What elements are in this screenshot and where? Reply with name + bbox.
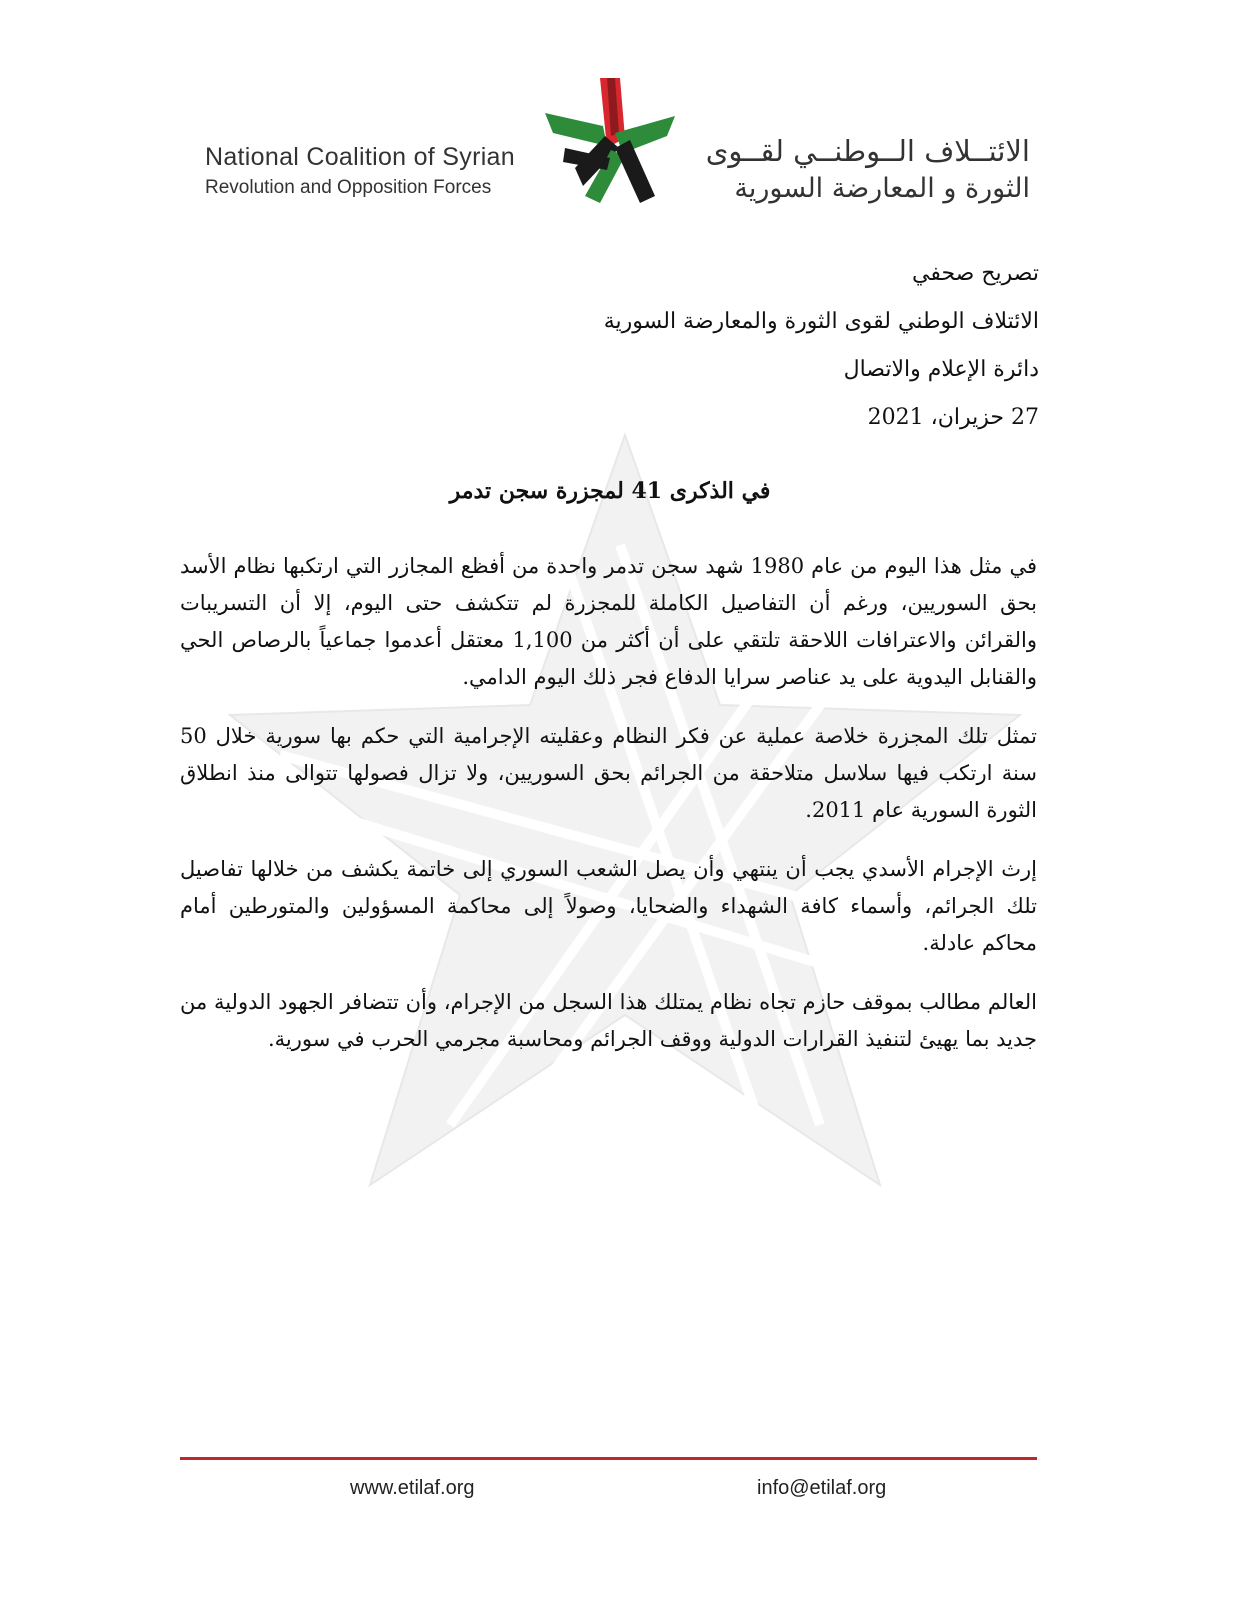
- release-body: [180, 548, 1037, 1080]
- footer-divider: [180, 1457, 1037, 1460]
- release-meta: [439, 255, 1039, 447]
- release-date: 27 حزيران، 2021: [867, 405, 1039, 430]
- release-title: في الذكرى 41 لمجزرة سجن تدمر: [449, 478, 771, 504]
- header-arabic: [690, 132, 1030, 208]
- footer-email-link[interactable]: info@etilaf.org: [757, 1477, 887, 1499]
- paragraph: إرث الإجرام الأسدي يجب أن ينتهي وأن يصل الشعب السوري إلى خاتمة يكشف من خلالها تفاصيل تلك الجرائم، وأسماء كافة الشهداء والضحايا، وصولاً إلى محاكمة المسؤولين والمتورطين أمام محاكم عادلة.: [180, 857, 1037, 955]
- header-ar-line1: الائتــلاف الــوطنــي لقــوى: [705, 134, 1030, 168]
- release-type: تصريح صحفي: [911, 261, 1039, 286]
- header-english: [205, 140, 535, 202]
- header-ar-line2: الثورة و المعارضة السورية: [734, 173, 1030, 204]
- coalition-star-logo-icon: [545, 78, 675, 203]
- header-en-line1: National Coalition of Syrian: [205, 143, 515, 171]
- release-department: دائرة الإعلام والاتصال: [843, 357, 1039, 382]
- header-en-line2: Revolution and Opposition Forces: [205, 177, 492, 198]
- paragraph: تمثل تلك المجزرة خلاصة عملية عن فكر النظام وعقليته الإجرامية التي حكم بها سورية خلال 50 سنة ارتكب فيها سلاسل متلاحقة من الجرائم بحق السوريين، ولا تزال فصولها تتوالى منذ انطلاق الثورة السورية عام 2011.: [180, 724, 1037, 822]
- release-org: الائتلاف الوطني لقوى الثورة والمعارضة السورية: [603, 309, 1039, 334]
- paragraph: العالم مطالب بموقف حازم تجاه نظام يمتلك هذا السجل من الإجرام، وأن تتضافر الجهود الدولية من جديد بما يهيئ لتنفيذ القرارات الدولية ووقف الجرائم ومحاسبة مجرمي الحرب في سورية.: [180, 990, 1037, 1051]
- paragraph: في مثل هذا اليوم من عام 1980 شهد سجن تدمر واحدة من أفظع المجازر التي ارتكبها نظام الأسد بحق السوريين، ورغم أن التفاصيل الكاملة للمجزرة لم تتكشف حتى اليوم، إلا أن التسريبات والقرائن والاعترافات اللاحقة تلتقي على أن أكثر من 1,100 معتقل أعدموا جماعياً بالرصاص الحي والقنابل اليدوية على يد عناصر سرايا الدفاع فجر ذلك اليوم الدامي.: [180, 554, 1038, 689]
- footer-website-link[interactable]: www.etilaf.org: [350, 1477, 475, 1499]
